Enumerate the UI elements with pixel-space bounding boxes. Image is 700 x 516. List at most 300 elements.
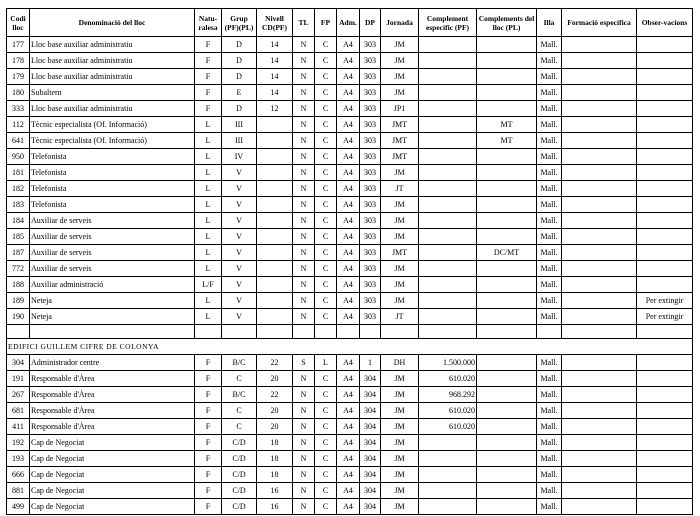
- cell-tl: N: [293, 213, 315, 229]
- cell-form: [562, 245, 637, 261]
- cell-form: [562, 181, 637, 197]
- cell-codi: 950: [7, 149, 30, 165]
- cell-jornada: JM: [381, 451, 419, 467]
- cell-codi: 184: [7, 213, 30, 229]
- cell-dp: 304: [360, 467, 381, 483]
- column-header-obs: Obser-vacions: [637, 9, 693, 37]
- cell-nat: F: [195, 499, 222, 515]
- cell-fp: C: [315, 309, 337, 325]
- cell-cpl: [477, 261, 537, 277]
- cell-cpl: [477, 229, 537, 245]
- cell-fp: C: [315, 149, 337, 165]
- cell-adm: A4: [337, 117, 360, 133]
- cell-nivell: [257, 309, 293, 325]
- cell-cpf: [419, 261, 477, 277]
- cell-cpl: [477, 197, 537, 213]
- cell-codi: 666: [7, 467, 30, 483]
- cell-obs: [637, 181, 693, 197]
- cell-illa: Mall.: [537, 261, 562, 277]
- cell-jornada: JMT: [381, 149, 419, 165]
- cell-adm: A4: [337, 133, 360, 149]
- cell-nat: L: [195, 133, 222, 149]
- cell-nat: F: [195, 403, 222, 419]
- column-header-codi: Codi lloc: [7, 9, 30, 37]
- cell-codi: 112: [7, 117, 30, 133]
- cell-illa: Mall.: [537, 213, 562, 229]
- cell-form: [562, 499, 637, 515]
- cell-grup: V: [222, 197, 257, 213]
- cell-cpf: [419, 53, 477, 69]
- section-row: [7, 339, 693, 355]
- cell-fp: C: [315, 371, 337, 387]
- cell-den: Neteja: [30, 293, 195, 309]
- cell-nivell: 18: [257, 435, 293, 451]
- cell-dp: 303: [360, 277, 381, 293]
- cell-tl: N: [293, 419, 315, 435]
- cell-nat: L: [195, 117, 222, 133]
- cell-dp: 303: [360, 165, 381, 181]
- cell-den: Auxiliar de serveis: [30, 229, 195, 245]
- column-header-nat: Natu-ralesa: [195, 9, 222, 37]
- cell-nivell: 18: [257, 451, 293, 467]
- cell-illa: Mall.: [537, 69, 562, 85]
- cell-grup: C/D: [222, 451, 257, 467]
- cell-den: Telefonista: [30, 165, 195, 181]
- cell-cpf: [419, 245, 477, 261]
- cell-nat: F: [195, 355, 222, 371]
- cell-adm: A4: [337, 85, 360, 101]
- cell-den: Cap de Negociat: [30, 499, 195, 515]
- cell-nat: F: [195, 435, 222, 451]
- spacer-cell: [222, 325, 257, 339]
- table-row: [7, 261, 693, 277]
- cell-cpf: 1.500.000: [419, 355, 477, 371]
- cell-illa: Mall.: [537, 435, 562, 451]
- cell-codi: 181: [7, 165, 30, 181]
- cell-adm: A4: [337, 451, 360, 467]
- cell-nat: L: [195, 229, 222, 245]
- cell-nivell: 14: [257, 37, 293, 53]
- cell-adm: A4: [337, 371, 360, 387]
- cell-adm: A4: [337, 37, 360, 53]
- cell-fp: C: [315, 245, 337, 261]
- table-row: [7, 499, 693, 515]
- cell-fp: L: [315, 355, 337, 371]
- cell-form: [562, 309, 637, 325]
- spacer-cell: [337, 325, 360, 339]
- cell-cpl: [477, 165, 537, 181]
- cell-illa: Mall.: [537, 117, 562, 133]
- cell-cpf: [419, 101, 477, 117]
- cell-illa: Mall.: [537, 229, 562, 245]
- column-header-jornada: Jornada: [381, 9, 419, 37]
- cell-fp: C: [315, 133, 337, 149]
- cell-cpl: [477, 451, 537, 467]
- cell-form: [562, 435, 637, 451]
- table-row: [7, 53, 693, 69]
- cell-form: [562, 387, 637, 403]
- cell-obs: [637, 133, 693, 149]
- cell-adm: A4: [337, 197, 360, 213]
- cell-den: Cap de Negociat: [30, 483, 195, 499]
- cell-nivell: [257, 277, 293, 293]
- cell-nivell: [257, 229, 293, 245]
- cell-nat: F: [195, 371, 222, 387]
- table-row: [7, 85, 693, 101]
- cell-adm: A4: [337, 309, 360, 325]
- cell-den: Tècnic especialista (Of. Informació): [30, 117, 195, 133]
- column-header-form: Formació específica: [562, 9, 637, 37]
- cell-form: [562, 293, 637, 309]
- spacer-cell: [419, 325, 477, 339]
- spacer-cell: [637, 325, 693, 339]
- cell-fp: C: [315, 403, 337, 419]
- cell-form: [562, 467, 637, 483]
- cell-adm: A4: [337, 435, 360, 451]
- cell-grup: D: [222, 53, 257, 69]
- cell-jornada: JMT: [381, 245, 419, 261]
- cell-obs: [637, 371, 693, 387]
- cell-jornada: JM: [381, 165, 419, 181]
- cell-nat: L: [195, 165, 222, 181]
- cell-nat: F: [195, 419, 222, 435]
- cell-tl: N: [293, 85, 315, 101]
- column-header-illa: Illa: [537, 9, 562, 37]
- cell-illa: Mall.: [537, 309, 562, 325]
- table-row: [7, 387, 693, 403]
- cell-tl: N: [293, 133, 315, 149]
- cell-dp: 303: [360, 85, 381, 101]
- cell-tl: N: [293, 229, 315, 245]
- cell-jornada: JMT: [381, 133, 419, 149]
- cell-obs: [637, 85, 693, 101]
- cell-illa: Mall.: [537, 133, 562, 149]
- column-header-dp: DP: [360, 9, 381, 37]
- cell-illa: Mall.: [537, 197, 562, 213]
- cell-illa: Mall.: [537, 277, 562, 293]
- table-row: [7, 419, 693, 435]
- column-header-tl: TL: [293, 9, 315, 37]
- cell-tl: N: [293, 181, 315, 197]
- cell-form: [562, 261, 637, 277]
- cell-cpl: [477, 483, 537, 499]
- cell-den: Lloc base auxiliar administratiu: [30, 101, 195, 117]
- cell-grup: C: [222, 403, 257, 419]
- cell-grup: D: [222, 37, 257, 53]
- cell-cpf: [419, 309, 477, 325]
- table-row: [7, 181, 693, 197]
- cell-obs: [637, 387, 693, 403]
- cell-tl: N: [293, 277, 315, 293]
- cell-cpl: [477, 467, 537, 483]
- cell-fp: C: [315, 165, 337, 181]
- cell-nivell: 20: [257, 419, 293, 435]
- cell-codi: 182: [7, 181, 30, 197]
- cell-codi: 183: [7, 197, 30, 213]
- column-header-cpf: Complement específic (PF): [419, 9, 477, 37]
- cell-illa: Mall.: [537, 37, 562, 53]
- cell-fp: C: [315, 435, 337, 451]
- cell-cpl: [477, 101, 537, 117]
- table-row: [7, 101, 693, 117]
- cell-cpf: [419, 499, 477, 515]
- cell-grup: E: [222, 85, 257, 101]
- cell-jornada: JM: [381, 69, 419, 85]
- cell-nat: F: [195, 37, 222, 53]
- cell-obs: Per extingir: [637, 293, 693, 309]
- cell-codi: 499: [7, 499, 30, 515]
- cell-nivell: 18: [257, 467, 293, 483]
- cell-illa: Mall.: [537, 293, 562, 309]
- cell-illa: Mall.: [537, 387, 562, 403]
- cell-illa: Mall.: [537, 355, 562, 371]
- cell-adm: A4: [337, 355, 360, 371]
- cell-obs: Per extingir: [637, 309, 693, 325]
- cell-nat: F: [195, 53, 222, 69]
- table-row: [7, 309, 693, 325]
- cell-illa: Mall.: [537, 483, 562, 499]
- cell-jornada: JM: [381, 293, 419, 309]
- cell-obs: [637, 117, 693, 133]
- cell-nivell: [257, 149, 293, 165]
- cell-grup: V: [222, 261, 257, 277]
- cell-nivell: 20: [257, 403, 293, 419]
- cell-jornada: JM: [381, 213, 419, 229]
- cell-illa: Mall.: [537, 371, 562, 387]
- cell-fp: C: [315, 293, 337, 309]
- cell-cpf: 610.020: [419, 371, 477, 387]
- cell-tl: N: [293, 149, 315, 165]
- table-row: [7, 293, 693, 309]
- cell-obs: [637, 197, 693, 213]
- cell-obs: [637, 213, 693, 229]
- cell-nat: L: [195, 261, 222, 277]
- spacer-cell: [537, 325, 562, 339]
- cell-tl: N: [293, 451, 315, 467]
- cell-jornada: JM: [381, 483, 419, 499]
- cell-codi: 411: [7, 419, 30, 435]
- cell-obs: [637, 451, 693, 467]
- cell-tl: N: [293, 483, 315, 499]
- cell-fp: C: [315, 483, 337, 499]
- spacer-cell: [381, 325, 419, 339]
- cell-nivell: 14: [257, 69, 293, 85]
- cell-nivell: [257, 213, 293, 229]
- cell-jornada: JM: [381, 499, 419, 515]
- cell-cpf: 968.292: [419, 387, 477, 403]
- cell-tl: N: [293, 197, 315, 213]
- cell-cpl: [477, 53, 537, 69]
- cell-dp: 303: [360, 245, 381, 261]
- cell-cpl: [477, 499, 537, 515]
- cell-nivell: 22: [257, 355, 293, 371]
- cell-obs: [637, 37, 693, 53]
- table-row: [7, 451, 693, 467]
- cell-cpf: [419, 181, 477, 197]
- spacer-cell: [360, 325, 381, 339]
- cell-tl: N: [293, 499, 315, 515]
- cell-grup: V: [222, 309, 257, 325]
- cell-cpl: [477, 149, 537, 165]
- cell-dp: 303: [360, 261, 381, 277]
- cell-grup: V: [222, 277, 257, 293]
- cell-den: Subaltern: [30, 85, 195, 101]
- cell-codi: 193: [7, 451, 30, 467]
- cell-form: [562, 133, 637, 149]
- cell-cpf: [419, 133, 477, 149]
- cell-jornada: JM: [381, 277, 419, 293]
- cell-tl: N: [293, 467, 315, 483]
- cell-codi: 681: [7, 403, 30, 419]
- cell-fp: C: [315, 499, 337, 515]
- cell-jornada: JM: [381, 261, 419, 277]
- cell-cpf: [419, 69, 477, 85]
- cell-den: Responsable d'Àrea: [30, 403, 195, 419]
- cell-illa: Mall.: [537, 245, 562, 261]
- table-row: [7, 371, 693, 387]
- cell-dp: 303: [360, 101, 381, 117]
- cell-form: [562, 371, 637, 387]
- cell-adm: A4: [337, 419, 360, 435]
- cell-illa: Mall.: [537, 85, 562, 101]
- cell-dp: 304: [360, 435, 381, 451]
- cell-tl: N: [293, 117, 315, 133]
- cell-nat: L: [195, 293, 222, 309]
- cell-obs: [637, 165, 693, 181]
- cell-cpf: [419, 435, 477, 451]
- cell-obs: [637, 229, 693, 245]
- cell-nivell: [257, 133, 293, 149]
- cell-dp: 304: [360, 483, 381, 499]
- cell-adm: A4: [337, 403, 360, 419]
- cell-cpl: [477, 37, 537, 53]
- cell-den: Auxiliar de serveis: [30, 245, 195, 261]
- cell-dp: 303: [360, 37, 381, 53]
- cell-den: Telefonista: [30, 149, 195, 165]
- cell-obs: [637, 245, 693, 261]
- cell-fp: C: [315, 101, 337, 117]
- cell-form: [562, 85, 637, 101]
- cell-tl: N: [293, 37, 315, 53]
- cell-nat: L: [195, 197, 222, 213]
- cell-jornada: DH: [381, 355, 419, 371]
- cell-obs: [637, 403, 693, 419]
- cell-cpf: 610.020: [419, 419, 477, 435]
- cell-grup: C/D: [222, 435, 257, 451]
- cell-dp: 303: [360, 69, 381, 85]
- cell-grup: C/D: [222, 483, 257, 499]
- table-body: [7, 37, 693, 515]
- cell-obs: [637, 69, 693, 85]
- cell-illa: Mall.: [537, 149, 562, 165]
- cell-jornada: JM: [381, 37, 419, 53]
- cell-dp: 304: [360, 451, 381, 467]
- cell-codi: 185: [7, 229, 30, 245]
- cell-dp: 304: [360, 403, 381, 419]
- cell-cpl: [477, 309, 537, 325]
- cell-grup: C: [222, 419, 257, 435]
- cell-form: [562, 101, 637, 117]
- cell-nivell: [257, 117, 293, 133]
- cell-jornada: JM: [381, 229, 419, 245]
- cell-nat: F: [195, 101, 222, 117]
- cell-codi: 881: [7, 483, 30, 499]
- cell-den: Lloc base auxiliar administratiu: [30, 53, 195, 69]
- cell-obs: [637, 355, 693, 371]
- cell-fp: C: [315, 37, 337, 53]
- spacer-row: [7, 325, 693, 339]
- cell-cpl: [477, 213, 537, 229]
- cell-obs: [637, 149, 693, 165]
- cell-fp: C: [315, 451, 337, 467]
- cell-den: Telefonista: [30, 197, 195, 213]
- cell-jornada: JP1: [381, 101, 419, 117]
- spacer-cell: [7, 325, 30, 339]
- cell-adm: A4: [337, 69, 360, 85]
- cell-nat: F: [195, 387, 222, 403]
- cell-dp: 303: [360, 293, 381, 309]
- header-row: [7, 9, 693, 37]
- cell-nivell: 16: [257, 499, 293, 515]
- cell-nat: L: [195, 309, 222, 325]
- cell-cpl: [477, 435, 537, 451]
- cell-jornada: JT: [381, 181, 419, 197]
- cell-cpf: [419, 293, 477, 309]
- cell-dp: 303: [360, 117, 381, 133]
- cell-nivell: [257, 245, 293, 261]
- cell-cpl: [477, 85, 537, 101]
- cell-fp: C: [315, 467, 337, 483]
- cell-jornada: JM: [381, 403, 419, 419]
- cell-dp: 1: [360, 355, 381, 371]
- cell-den: Telefonista: [30, 181, 195, 197]
- column-header-cpl: Complements del lloc (PL): [477, 9, 537, 37]
- cell-form: [562, 149, 637, 165]
- table-row: [7, 229, 693, 245]
- cell-form: [562, 37, 637, 53]
- cell-grup: V: [222, 293, 257, 309]
- cell-fp: C: [315, 213, 337, 229]
- spacer-cell: [30, 325, 195, 339]
- cell-grup: D: [222, 101, 257, 117]
- cell-adm: A4: [337, 499, 360, 515]
- cell-form: [562, 117, 637, 133]
- cell-fp: C: [315, 419, 337, 435]
- cell-cpl: [477, 419, 537, 435]
- cell-illa: Mall.: [537, 403, 562, 419]
- cell-grup: B/C: [222, 387, 257, 403]
- cell-cpl: [477, 403, 537, 419]
- cell-dp: 304: [360, 371, 381, 387]
- cell-grup: C: [222, 371, 257, 387]
- column-header-fp: FP: [315, 9, 337, 37]
- cell-cpl: MT: [477, 133, 537, 149]
- cell-cpl: [477, 277, 537, 293]
- cell-nivell: 22: [257, 387, 293, 403]
- cell-den: Responsable d'Àrea: [30, 387, 195, 403]
- cell-fp: C: [315, 387, 337, 403]
- cell-cpl: [477, 293, 537, 309]
- cell-grup: D: [222, 69, 257, 85]
- cell-nat: F: [195, 451, 222, 467]
- cell-cpf: [419, 165, 477, 181]
- cell-grup: V: [222, 165, 257, 181]
- cell-illa: Mall.: [537, 101, 562, 117]
- cell-nivell: 12: [257, 101, 293, 117]
- cell-obs: [637, 53, 693, 69]
- cell-tl: N: [293, 101, 315, 117]
- table-row: [7, 69, 693, 85]
